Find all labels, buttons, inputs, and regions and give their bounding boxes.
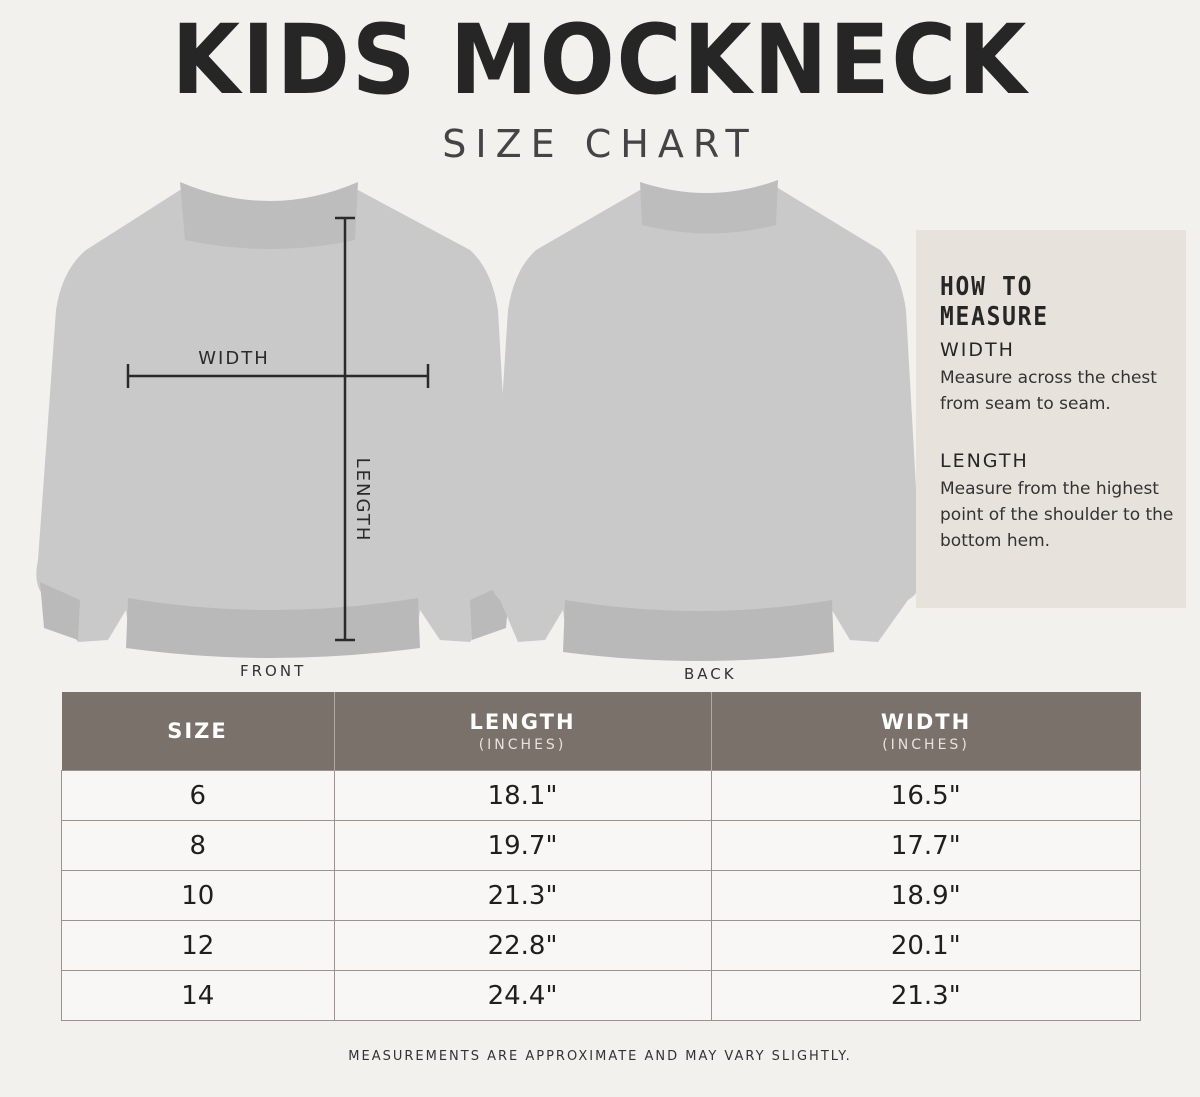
back-sweatshirt xyxy=(490,180,921,661)
page-title: KIDS MOCKNECK xyxy=(171,4,1029,116)
how-to-measure-panel xyxy=(916,230,1186,608)
front-label: FRONT xyxy=(240,662,307,680)
length-cell: 22.8" xyxy=(334,921,711,971)
table-row xyxy=(62,821,1141,871)
width-column-header xyxy=(711,692,1141,771)
length-header-label: LENGTH xyxy=(469,709,576,734)
size-column-header xyxy=(62,692,335,771)
width-cell: 18.9" xyxy=(711,871,1141,921)
length-cell: 19.7" xyxy=(334,821,711,871)
how-to-measure-title: HOW TO MEASURE xyxy=(940,272,1049,332)
size-cell: 6 xyxy=(62,771,335,821)
length-description: Measure from the highest point of the shoulder to the bottom hem. xyxy=(940,479,1174,551)
size-cell: 10 xyxy=(62,871,335,921)
footer-note: MEASUREMENTS ARE APPROXIMATE AND MAY VARY SLIGHTLY. xyxy=(348,1049,852,1064)
width-cell: 21.3" xyxy=(711,971,1141,1021)
table-header-row xyxy=(62,692,1141,771)
page-subtitle: SIZE CHART xyxy=(442,122,758,166)
size-header-label: SIZE xyxy=(167,719,228,743)
size-cell: 12 xyxy=(62,921,335,971)
size-table xyxy=(61,692,1141,1021)
width-label: WIDTH xyxy=(198,348,270,369)
table-row xyxy=(62,871,1141,921)
length-heading: LENGTH xyxy=(940,450,1029,472)
length-cell: 24.4" xyxy=(334,971,711,1021)
table-row xyxy=(62,771,1141,821)
front-sweatshirt xyxy=(36,182,513,658)
back-label: BACK xyxy=(684,665,737,683)
size-cell: 14 xyxy=(62,971,335,1021)
table-row xyxy=(62,921,1141,971)
length-label: LENGTH xyxy=(352,457,373,543)
width-cell: 20.1" xyxy=(711,921,1141,971)
table-row xyxy=(62,971,1141,1021)
width-cell: 16.5" xyxy=(711,771,1141,821)
width-header-label: WIDTH xyxy=(880,709,972,734)
size-cell: 8 xyxy=(62,821,335,871)
width-cell: 17.7" xyxy=(711,821,1141,871)
length-column-header xyxy=(334,692,711,771)
width-description: Measure across the chest from seam to seam. xyxy=(940,368,1157,414)
length-cell: 21.3" xyxy=(334,871,711,921)
length-cell: 18.1" xyxy=(334,771,711,821)
width-unit-label: (INCHES) xyxy=(882,736,970,753)
length-unit-label: (INCHES) xyxy=(478,736,567,753)
width-heading: WIDTH xyxy=(940,339,1015,361)
